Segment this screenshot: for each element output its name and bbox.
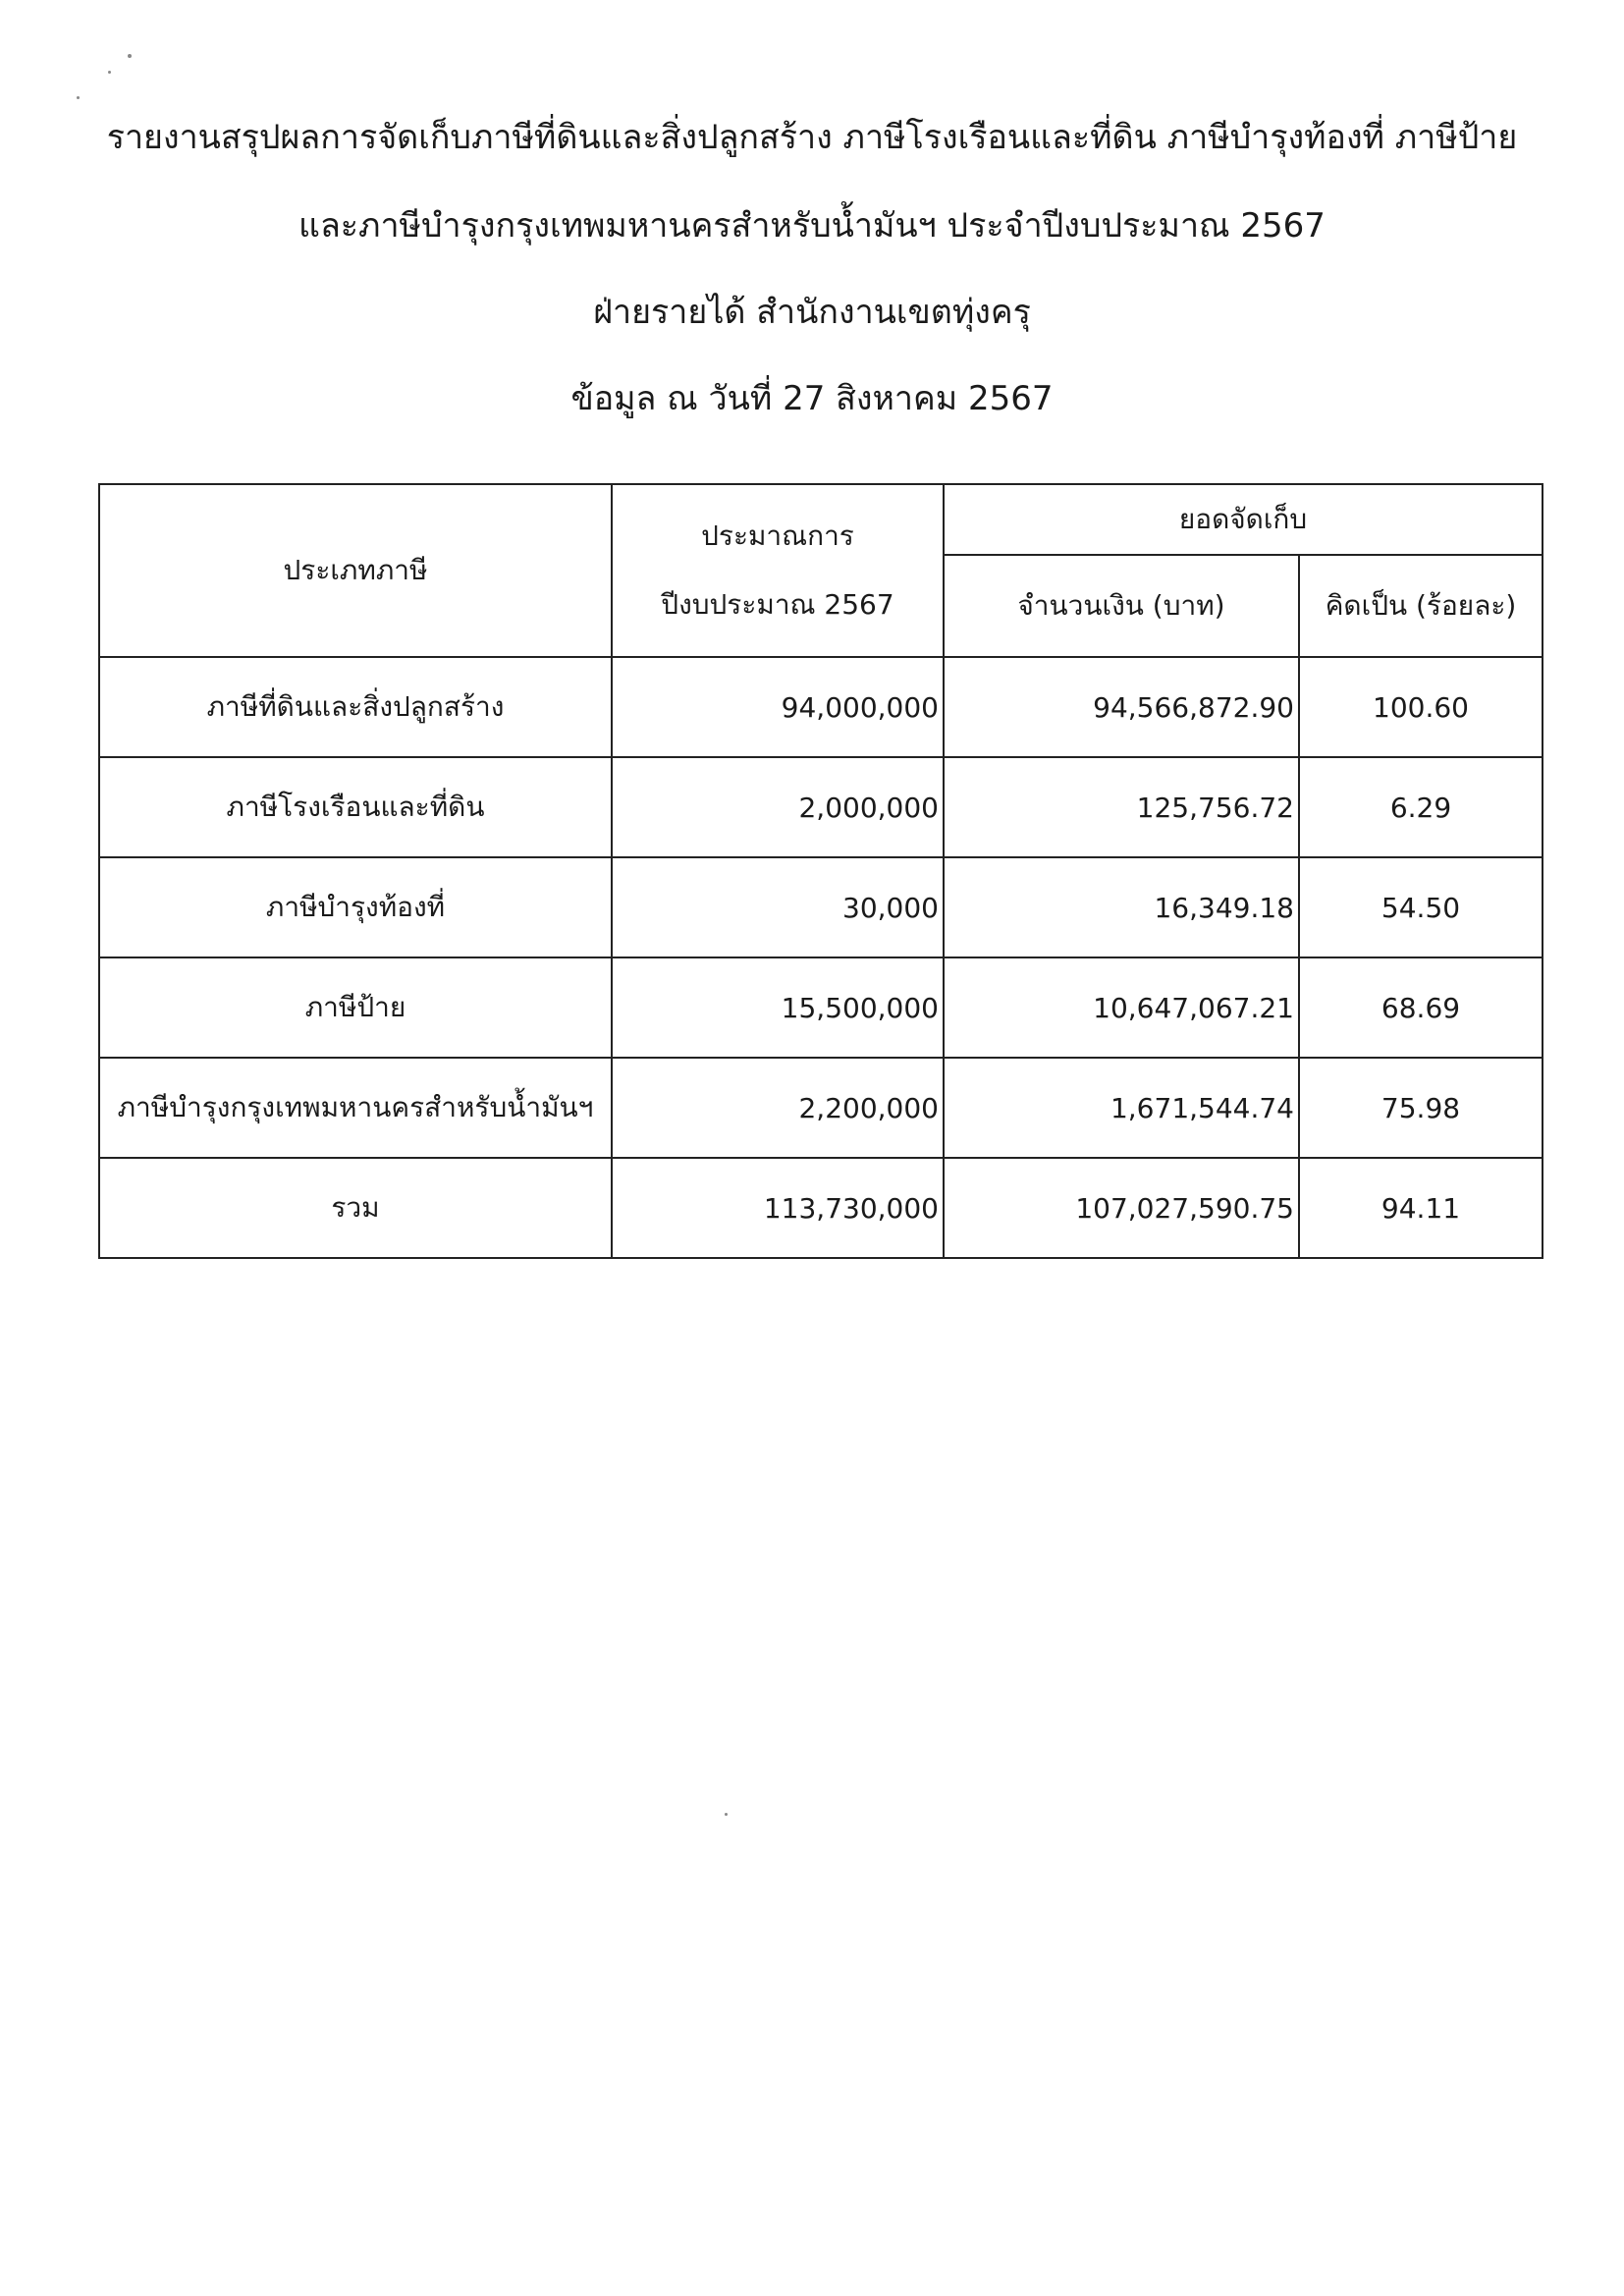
percent-value: 100.60 — [1299, 657, 1543, 757]
budget-value: 30,000 — [612, 857, 944, 957]
report-title-line-2: และภาษีบำรุงกรุงเทพมหานครสำหรับน้ำมันฯ ประจำปีงบประมาณ 2567 — [298, 206, 1326, 246]
header-budget — [612, 484, 944, 657]
scan-speck — [725, 1813, 728, 1816]
total-percent: 94.11 — [1299, 1158, 1543, 1258]
total-amount: 107,027,590.75 — [944, 1158, 1299, 1258]
report-department: ฝ่ายรายได้ สำนักงานเขตทุ่งครุ — [593, 293, 1031, 332]
total-row — [99, 1158, 1543, 1258]
header-tax-type: ประเภทภาษี — [99, 484, 612, 657]
percent-value: 75.98 — [1299, 1058, 1543, 1158]
header-budget-line1: ประมาณการ — [701, 519, 854, 552]
tax-collection-table — [98, 483, 1543, 1259]
table-row — [99, 1058, 1543, 1158]
header-budget-line2: ปีงบประมาณ 2567 — [661, 588, 894, 621]
amount-value: 125,756.72 — [944, 757, 1299, 857]
table-row — [99, 957, 1543, 1058]
tax-name: ภาษีโรงเรือนและที่ดิน — [99, 757, 612, 857]
tax-name: ภาษีบำรุงกรุงเทพมหานครสำหรับน้ำมันฯ — [99, 1058, 612, 1158]
budget-value: 2,000,000 — [612, 757, 944, 857]
tax-name: ภาษีที่ดินและสิ่งปลูกสร้าง — [99, 657, 612, 757]
total-label: รวม — [99, 1158, 612, 1258]
amount-value: 16,349.18 — [944, 857, 1299, 957]
percent-value: 54.50 — [1299, 857, 1543, 957]
header-amount: จำนวนเงิน (บาท) — [944, 555, 1299, 657]
budget-value: 2,200,000 — [612, 1058, 944, 1158]
report-title-line-1: รายงานสรุปผลการจัดเก็บภาษีที่ดินและสิ่งปลูกสร้าง ภาษีโรงเรือนและที่ดิน ภาษีบำรุงท้องที่ ภาษีป้าย — [106, 118, 1518, 157]
scan-speck — [128, 54, 132, 58]
tax-name: ภาษีบำรุงท้องที่ — [99, 857, 612, 957]
header-collected: ยอดจัดเก็บ — [944, 484, 1543, 555]
report-date: ข้อมูล ณ วันที่ 27 สิงหาคม 2567 — [570, 379, 1054, 418]
budget-value: 94,000,000 — [612, 657, 944, 757]
table-row — [99, 757, 1543, 857]
budget-value: 15,500,000 — [612, 957, 944, 1058]
table-row — [99, 857, 1543, 957]
amount-value: 94,566,872.90 — [944, 657, 1299, 757]
percent-value: 6.29 — [1299, 757, 1543, 857]
percent-value: 68.69 — [1299, 957, 1543, 1058]
scan-speck — [77, 96, 80, 99]
table-row — [99, 657, 1543, 757]
tax-name: ภาษีป้าย — [99, 957, 612, 1058]
total-budget: 113,730,000 — [612, 1158, 944, 1258]
amount-value: 10,647,067.21 — [944, 957, 1299, 1058]
header-percent: คิดเป็น (ร้อยละ) — [1299, 555, 1543, 657]
amount-value: 1,671,544.74 — [944, 1058, 1299, 1158]
scan-speck — [108, 71, 111, 74]
